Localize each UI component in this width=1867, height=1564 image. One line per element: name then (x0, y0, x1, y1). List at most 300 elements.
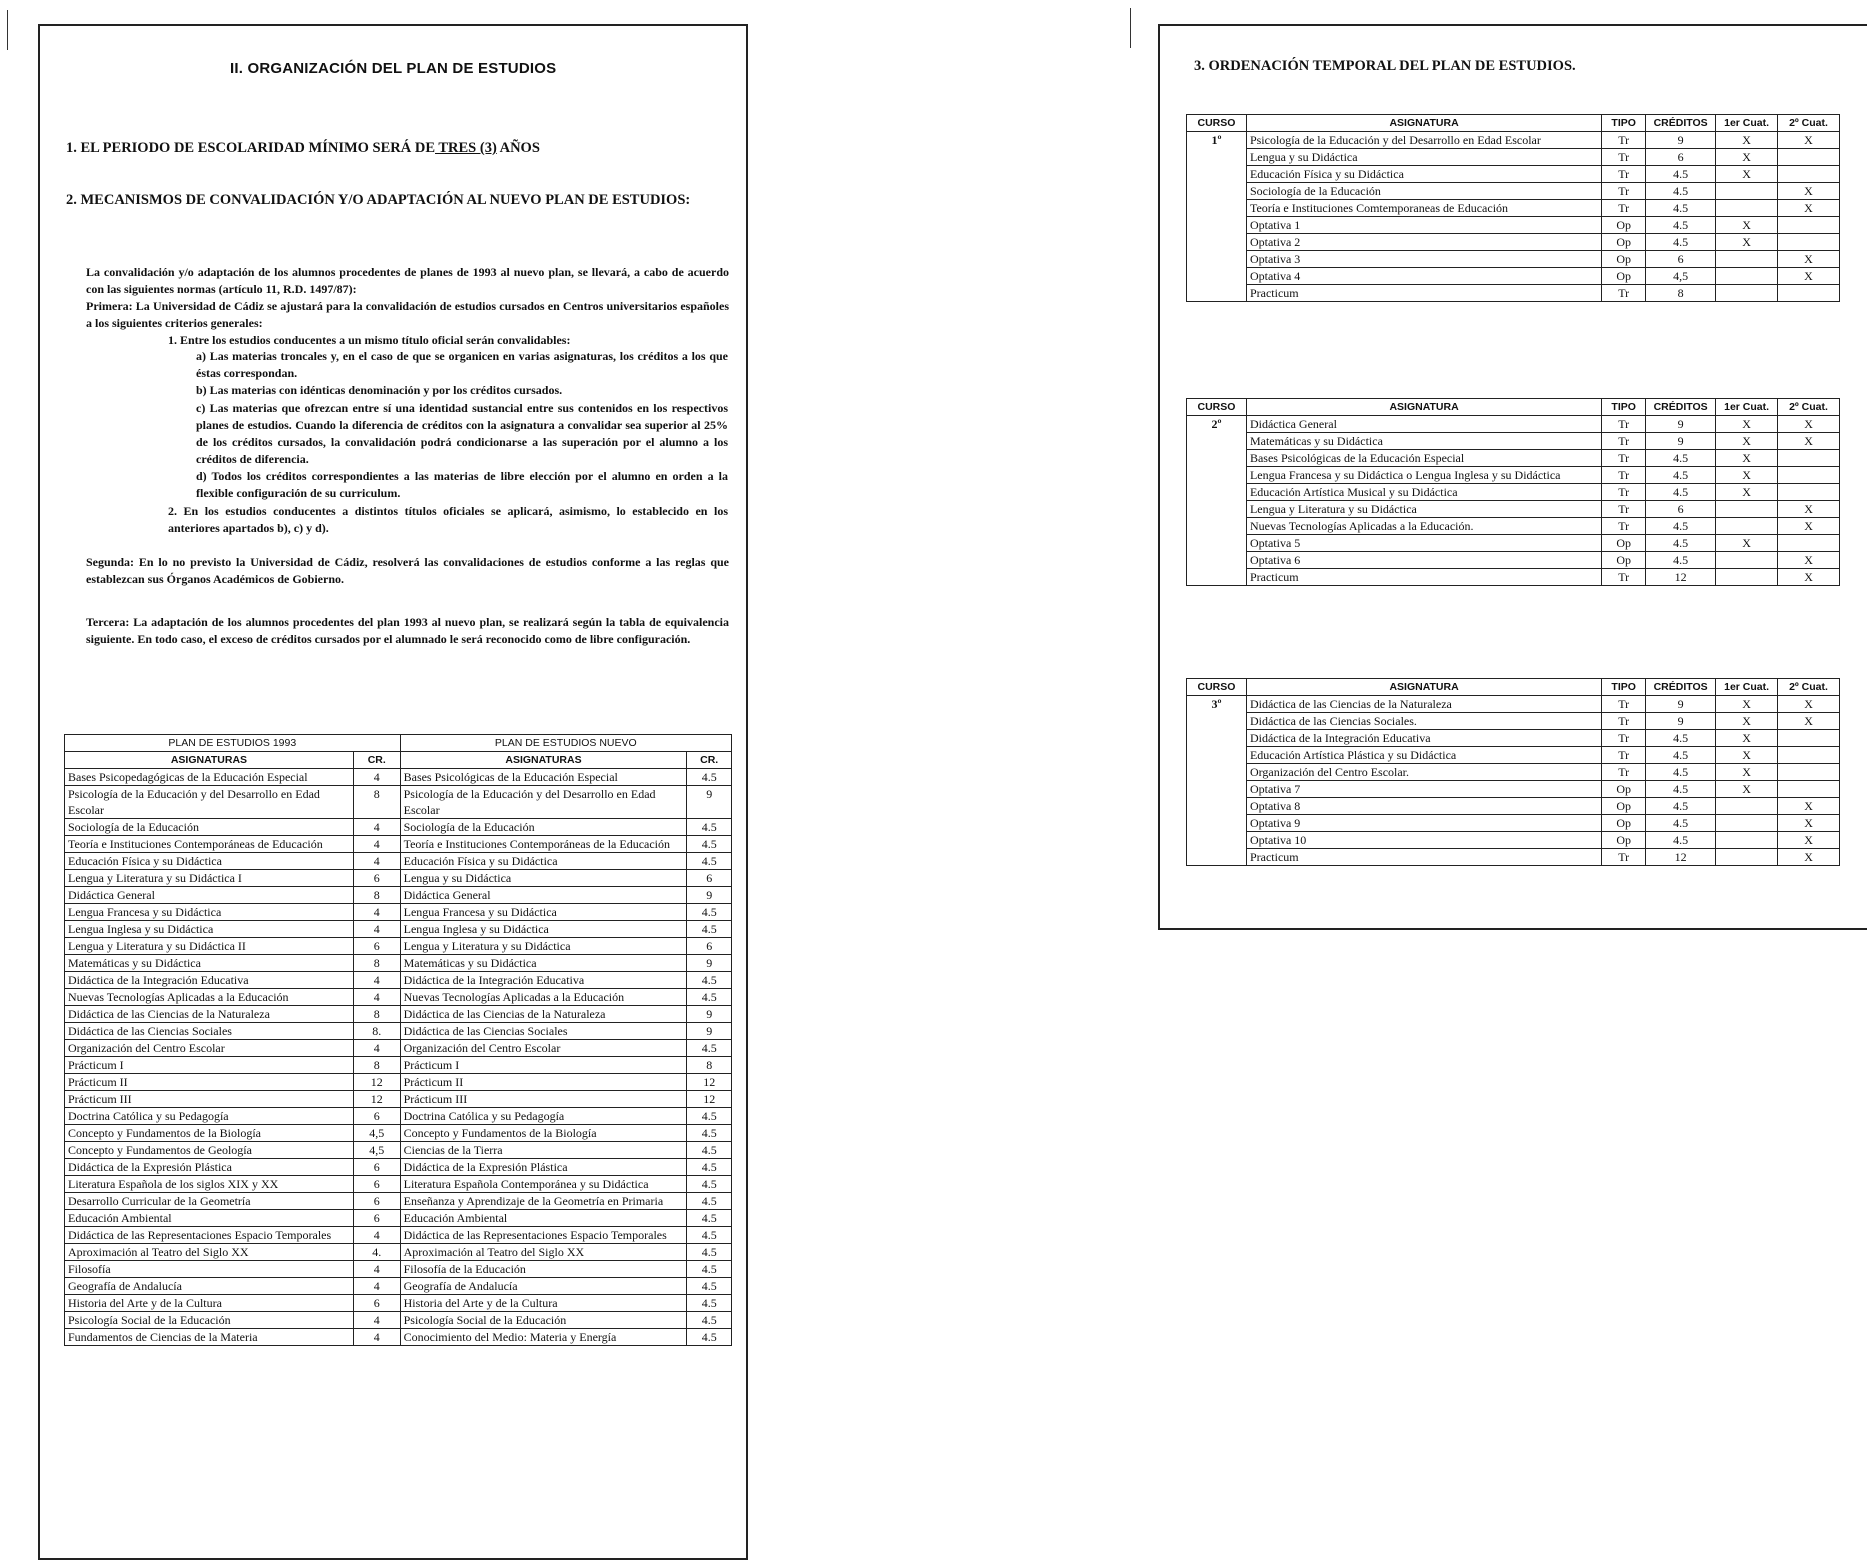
old-credits: 4,5 (353, 1142, 400, 1159)
new-subject: Didáctica General (400, 887, 687, 904)
old-subject: Lengua y Literatura y su Didáctica I (65, 870, 354, 887)
new-credits: 4.5 (687, 853, 732, 870)
table-row (1187, 535, 1840, 552)
table-row (65, 1278, 732, 1295)
cuat-1 (1716, 501, 1778, 518)
cuat-2: X (1778, 200, 1840, 217)
col-cr-old: CR. (353, 752, 400, 769)
header-cell: ASIGNATURA (1246, 115, 1601, 132)
new-subject: Filosofía de la Educación (400, 1261, 687, 1278)
cuat-2 (1778, 166, 1840, 183)
table-row (65, 1261, 732, 1278)
subject: Organización del Centro Escolar. (1246, 764, 1601, 781)
tipo: Tr (1602, 747, 1646, 764)
table-row (65, 1329, 732, 1346)
subject: Educación Física y su Didáctica (1246, 166, 1601, 183)
tipo: Op (1602, 832, 1646, 849)
section-title: II. ORGANIZACIÓN DEL PLAN DE ESTUDIOS (230, 60, 557, 77)
header-cell: 2º Cuat. (1778, 399, 1840, 416)
header-cell: TIPO (1602, 679, 1646, 696)
cuat-1 (1716, 268, 1778, 285)
subject: Bases Psicológicas de la Educación Especial (1246, 450, 1601, 467)
item-1b: b) Las materias con idénticas denominación y por los créditos cursados. (196, 383, 563, 397)
curso-table (1186, 398, 1840, 586)
table-row (65, 1057, 732, 1074)
creditos: 4.5 (1646, 217, 1716, 234)
table-row (65, 955, 732, 972)
header-cell: TIPO (1602, 399, 1646, 416)
subject: Optativa 10 (1246, 832, 1601, 849)
cuat-1 (1716, 569, 1778, 586)
new-credits: 6 (687, 870, 732, 887)
creditos: 9 (1646, 132, 1716, 149)
creditos: 4.5 (1646, 518, 1716, 535)
subject: Practicum (1246, 285, 1601, 302)
item-1a: a) Las materias troncales y, en el caso de que se organicen en varias asignaturas, los créditos a los que éstas correspondan. (196, 349, 728, 380)
tipo: Op (1602, 217, 1646, 234)
table-row (1187, 730, 1840, 747)
header-cell: CRÉDITOS (1646, 115, 1716, 132)
table-row (1187, 569, 1840, 586)
cuat-1: X (1716, 416, 1778, 433)
new-credits: 9 (687, 887, 732, 904)
table-row (65, 1193, 732, 1210)
cuat-2: X (1778, 832, 1840, 849)
header-cell: 2º Cuat. (1778, 115, 1840, 132)
subject: Sociología de la Educación (1246, 183, 1601, 200)
creditos: 8 (1646, 285, 1716, 302)
cuat-2: X (1778, 713, 1840, 730)
old-subject: Educación Física y su Didáctica (65, 853, 354, 870)
cuat-2 (1778, 781, 1840, 798)
table-row (1187, 815, 1840, 832)
creditos: 6 (1646, 149, 1716, 166)
right-page (1158, 24, 1867, 930)
cuat-2: X (1778, 433, 1840, 450)
new-credits: 4.5 (687, 1125, 732, 1142)
header-cell: 1er Cuat. (1716, 679, 1778, 696)
subject: Lengua y Literatura y su Didáctica (1246, 501, 1601, 518)
table-row (65, 938, 732, 955)
old-credits: 4. (353, 1244, 400, 1261)
subject: Optativa 8 (1246, 798, 1601, 815)
old-subject: Lengua Francesa y su Didáctica (65, 904, 354, 921)
cuat-1: X (1716, 217, 1778, 234)
new-credits: 4.5 (687, 1295, 732, 1312)
old-subject: Matemáticas y su Didáctica (65, 955, 354, 972)
creditos: 9 (1646, 433, 1716, 450)
subject: Nuevas Tecnologías Aplicadas a la Educación. (1246, 518, 1601, 535)
cuat-2: X (1778, 183, 1840, 200)
new-subject: Prácticum III (400, 1091, 687, 1108)
new-subject: Prácticum I (400, 1057, 687, 1074)
table-row (65, 887, 732, 904)
cuat-2 (1778, 730, 1840, 747)
cuat-2: X (1778, 501, 1840, 518)
header-cell: 1er Cuat. (1716, 399, 1778, 416)
cuat-2 (1778, 217, 1840, 234)
new-subject: Didáctica de las Representaciones Espacio Temporales (400, 1227, 687, 1244)
table-row (65, 1312, 732, 1329)
cuat-1: X (1716, 696, 1778, 713)
tipo: Op (1602, 268, 1646, 285)
cuat-1: X (1716, 747, 1778, 764)
table-row (65, 989, 732, 1006)
cuat-1 (1716, 815, 1778, 832)
tipo: Tr (1602, 484, 1646, 501)
new-credits: 4.5 (687, 1261, 732, 1278)
segunda-paragraph: Segunda: En lo no previsto la Universidad de Cádiz, resolverá las convalidaciones de estudios conforme a las reglas que establezcan sus Órganos Académicos de Gobierno. (86, 555, 729, 586)
creditos: 4.5 (1646, 730, 1716, 747)
new-credits: 4.5 (687, 1159, 732, 1176)
new-subject: Sociología de la Educación (400, 819, 687, 836)
new-credits: 4.5 (687, 836, 732, 853)
new-credits: 8 (687, 1057, 732, 1074)
cuat-2: X (1778, 251, 1840, 268)
creditos: 4.5 (1646, 764, 1716, 781)
tipo: Tr (1602, 569, 1646, 586)
tipo: Op (1602, 815, 1646, 832)
new-credits: 4.5 (687, 989, 732, 1006)
subject: Practicum (1246, 569, 1601, 586)
creditos: 9 (1646, 416, 1716, 433)
item-1d: d) Todos los créditos correspondientes a las materias de libre elección por el alumno en orden a la flexible configuración de su curriculum. (196, 469, 728, 500)
tipo: Op (1602, 251, 1646, 268)
new-credits: 4.5 (687, 1278, 732, 1295)
table-row (65, 1244, 732, 1261)
heading-escolaridad: 1. EL PERIODO DE ESCOLARIDAD MÍNIMO SERÁ DE TRES (3) AÑOS (66, 140, 540, 156)
cuat-1 (1716, 251, 1778, 268)
cuat-2 (1778, 467, 1840, 484)
table-row (65, 1006, 732, 1023)
tipo: Tr (1602, 764, 1646, 781)
creditos: 6 (1646, 251, 1716, 268)
new-credits: 4.5 (687, 819, 732, 836)
cuat-1: X (1716, 467, 1778, 484)
tipo: Tr (1602, 183, 1646, 200)
new-credits: 9 (687, 1023, 732, 1040)
old-credits: 4 (353, 836, 400, 853)
new-subject: Geografía de Andalucía (400, 1278, 687, 1295)
new-credits: 4.5 (687, 1108, 732, 1125)
subject: Optativa 6 (1246, 552, 1601, 569)
old-subject: Desarrollo Curricular de la Geometría (65, 1193, 354, 1210)
table-row (65, 1074, 732, 1091)
tipo: Tr (1602, 200, 1646, 217)
new-subject: Teoría e Instituciones Contemporáneas de la Educación (400, 836, 687, 853)
old-credits: 6 (353, 1176, 400, 1193)
cuat-2 (1778, 234, 1840, 251)
creditos: 4.5 (1646, 832, 1716, 849)
new-credits: 4.5 (687, 1040, 732, 1057)
crop-mark-left (7, 10, 8, 50)
subject: Optativa 9 (1246, 815, 1601, 832)
new-subject: Didáctica de las Ciencias Sociales (400, 1023, 687, 1040)
tipo: Tr (1602, 849, 1646, 866)
table-row (65, 1295, 732, 1312)
table-row (1187, 251, 1840, 268)
old-subject: Lengua Inglesa y su Didáctica (65, 921, 354, 938)
new-subject: Doctrina Católica y su Pedagogía (400, 1108, 687, 1125)
cuat-2: X (1778, 798, 1840, 815)
new-subject: Educación Ambiental (400, 1210, 687, 1227)
old-credits: 4 (353, 1312, 400, 1329)
table-row (1187, 166, 1840, 183)
subject: Didáctica de las Ciencias de la Naturaleza (1246, 696, 1601, 713)
cuat-1 (1716, 849, 1778, 866)
creditos: 9 (1646, 713, 1716, 730)
old-subject: Didáctica de las Ciencias de la Naturaleza (65, 1006, 354, 1023)
old-credits: 4 (353, 1329, 400, 1346)
old-subject: Prácticum I (65, 1057, 354, 1074)
old-subject: Historia del Arte y de la Cultura (65, 1295, 354, 1312)
primera-paragraph: Primera: La Universidad de Cádiz se ajustará para la convalidación de estudios cursados en Centros universitarios españoles a los siguientes criterios generales: (86, 299, 729, 330)
tipo: Tr (1602, 149, 1646, 166)
new-subject: Matemáticas y su Didáctica (400, 955, 687, 972)
item-1: 1. Entre los estudios conducentes a un mismo título oficial serán convalidables: (168, 333, 571, 347)
table-row (65, 1040, 732, 1057)
creditos: 9 (1646, 696, 1716, 713)
col-cr-new: CR. (687, 752, 732, 769)
table-row (65, 786, 732, 819)
item-2: 2. En los estudios conducentes a distintos títulos oficiales se aplicará, asimismo, lo establecido en los anteriores apartados b), c) y d). (168, 504, 728, 535)
table-row (1187, 552, 1840, 569)
subject: Educación Artística Musical y su Didáctica (1246, 484, 1601, 501)
curso-cell: 2º (1187, 416, 1247, 586)
old-credits: 8. (353, 1023, 400, 1040)
curso-table (1186, 114, 1840, 302)
new-subject: Literatura Española Contemporánea y su Didáctica (400, 1176, 687, 1193)
table-row (1187, 285, 1840, 302)
cuat-1 (1716, 183, 1778, 200)
table-row (65, 921, 732, 938)
new-subject: Lengua Francesa y su Didáctica (400, 904, 687, 921)
old-credits: 8 (353, 887, 400, 904)
table-row (1187, 149, 1840, 166)
cuat-1: X (1716, 234, 1778, 251)
new-credits: 4.5 (687, 1142, 732, 1159)
cuat-1: X (1716, 450, 1778, 467)
new-subject: Lengua y su Didáctica (400, 870, 687, 887)
new-subject: Organización del Centro Escolar (400, 1040, 687, 1057)
old-subject: Concepto y Fundamentos de Geología (65, 1142, 354, 1159)
new-subject: Concepto y Fundamentos de la Biología (400, 1125, 687, 1142)
old-credits: 6 (353, 1210, 400, 1227)
table-row (65, 1159, 732, 1176)
cuat-2 (1778, 764, 1840, 781)
subject: Optativa 5 (1246, 535, 1601, 552)
cuat-2 (1778, 484, 1840, 501)
new-subject: Lengua Inglesa y su Didáctica (400, 921, 687, 938)
tipo: Tr (1602, 285, 1646, 302)
cuat-1: X (1716, 149, 1778, 166)
header-cell: CURSO (1187, 399, 1247, 416)
old-subject: Concepto y Fundamentos de la Biología (65, 1125, 354, 1142)
new-subject: Lengua y Literatura y su Didáctica (400, 938, 687, 955)
crop-mark-right (1130, 8, 1131, 48)
header-cell: TIPO (1602, 115, 1646, 132)
cuat-2: X (1778, 815, 1840, 832)
creditos: 4.5 (1646, 183, 1716, 200)
tipo: Tr (1602, 433, 1646, 450)
old-subject: Sociología de la Educación (65, 819, 354, 836)
creditos: 4.5 (1646, 166, 1716, 183)
creditos: 4.5 (1646, 781, 1716, 798)
old-subject: Aproximación al Teatro del Siglo XX (65, 1244, 354, 1261)
old-credits: 12 (353, 1074, 400, 1091)
table-row (1187, 450, 1840, 467)
new-credits: 4.5 (687, 1227, 732, 1244)
new-credits: 9 (687, 1006, 732, 1023)
creditos: 4.5 (1646, 450, 1716, 467)
creditos: 4.5 (1646, 552, 1716, 569)
plan-1993-header: PLAN DE ESTUDIOS 1993 (65, 735, 401, 752)
old-credits: 4 (353, 1227, 400, 1244)
table-row (65, 1108, 732, 1125)
table-row (1187, 268, 1840, 285)
creditos: 4.5 (1646, 467, 1716, 484)
new-credits: 4.5 (687, 769, 732, 786)
new-subject: Aproximación al Teatro del Siglo XX (400, 1244, 687, 1261)
cuat-2: X (1778, 569, 1840, 586)
old-subject: Didáctica de la Integración Educativa (65, 972, 354, 989)
old-subject: Didáctica General (65, 887, 354, 904)
tipo: Tr (1602, 467, 1646, 484)
table-row (65, 1176, 732, 1193)
old-credits: 6 (353, 938, 400, 955)
curso-table (1186, 678, 1840, 866)
old-credits: 4 (353, 904, 400, 921)
table-row (65, 836, 732, 853)
table-row (1187, 501, 1840, 518)
intro-paragraph: La convalidación y/o adaptación de los alumnos procedentes de planes de 1993 al nuevo plan, se llevará, a cabo de acuerdo con las siguientes normas (artículo 11, R.D. 1497/87): (86, 265, 729, 296)
tipo: Op (1602, 234, 1646, 251)
old-credits: 6 (353, 1108, 400, 1125)
left-page (38, 24, 748, 1560)
new-credits: 9 (687, 955, 732, 972)
creditos: 4,5 (1646, 268, 1716, 285)
old-subject: Prácticum II (65, 1074, 354, 1091)
old-credits: 8 (353, 955, 400, 972)
cuat-2 (1778, 285, 1840, 302)
creditos: 4.5 (1646, 535, 1716, 552)
old-credits: 4 (353, 819, 400, 836)
subject: Optativa 4 (1246, 268, 1601, 285)
cuat-1: X (1716, 132, 1778, 149)
table-row (1187, 713, 1840, 730)
header-cell: ASIGNATURA (1246, 679, 1601, 696)
cuat-1 (1716, 798, 1778, 815)
cuat-1: X (1716, 166, 1778, 183)
cuat-1 (1716, 200, 1778, 217)
tipo: Tr (1602, 518, 1646, 535)
old-credits: 8 (353, 1006, 400, 1023)
old-subject: Teoría e Instituciones Contemporáneas de Educación (65, 836, 354, 853)
cuat-1: X (1716, 713, 1778, 730)
old-subject: Geografía de Andalucía (65, 1278, 354, 1295)
cuat-2: X (1778, 132, 1840, 149)
table-row (1187, 183, 1840, 200)
heading-convalidacion: 2. MECANISMOS DE CONVALIDACIÓN Y/O ADAPTACIÓN AL NUEVO PLAN DE ESTUDIOS: (66, 192, 691, 208)
table-row (1187, 217, 1840, 234)
old-credits: 4 (353, 989, 400, 1006)
subject: Optativa 1 (1246, 217, 1601, 234)
table-row (1187, 433, 1840, 450)
creditos: 12 (1646, 569, 1716, 586)
subject: Didáctica de las Ciencias Sociales. (1246, 713, 1601, 730)
new-credits: 6 (687, 938, 732, 955)
table-row (1187, 798, 1840, 815)
new-subject: Conocimiento del Medio: Materia y Energía (400, 1329, 687, 1346)
cuat-2: X (1778, 268, 1840, 285)
creditos: 4.5 (1646, 815, 1716, 832)
subject: Teoría e Instituciones Comtemporaneas de Educación (1246, 200, 1601, 217)
subject: Practicum (1246, 849, 1601, 866)
cuat-1 (1716, 552, 1778, 569)
old-credits: 6 (353, 870, 400, 887)
tipo: Op (1602, 798, 1646, 815)
old-credits: 4 (353, 769, 400, 786)
old-subject: Organización del Centro Escolar (65, 1040, 354, 1057)
new-credits: 4.5 (687, 972, 732, 989)
old-subject: Fundamentos de Ciencias de la Materia (65, 1329, 354, 1346)
cuat-1: X (1716, 433, 1778, 450)
curso-cell: 1º (1187, 132, 1247, 302)
header-cell: CURSO (1187, 115, 1247, 132)
creditos: 12 (1646, 849, 1716, 866)
new-subject: Historia del Arte y de la Cultura (400, 1295, 687, 1312)
new-subject: Educación Física y su Didáctica (400, 853, 687, 870)
table-row (65, 1023, 732, 1040)
new-credits: 4.5 (687, 1193, 732, 1210)
old-subject: Prácticum III (65, 1091, 354, 1108)
cuat-2: X (1778, 696, 1840, 713)
col-asignaturas-old: ASIGNATURAS (65, 752, 354, 769)
creditos: 4.5 (1646, 200, 1716, 217)
table-row (1187, 832, 1840, 849)
old-subject: Didáctica de la Expresión Plástica (65, 1159, 354, 1176)
new-subject: Didáctica de las Ciencias de la Naturaleza (400, 1006, 687, 1023)
old-credits: 12 (353, 1091, 400, 1108)
old-subject: Psicología Social de la Educación (65, 1312, 354, 1329)
table-row (1187, 132, 1840, 149)
table-row (65, 904, 732, 921)
table-row (1187, 234, 1840, 251)
new-subject: Prácticum II (400, 1074, 687, 1091)
plan-nuevo-header: PLAN DE ESTUDIOS NUEVO (400, 735, 731, 752)
cuat-2 (1778, 149, 1840, 166)
cuat-1: X (1716, 730, 1778, 747)
old-subject: Nuevas Tecnologías Aplicadas a la Educación (65, 989, 354, 1006)
new-credits: 12 (687, 1091, 732, 1108)
old-subject: Doctrina Católica y su Pedagogía (65, 1108, 354, 1125)
creditos: 4.5 (1646, 484, 1716, 501)
header-cell: ASIGNATURA (1246, 399, 1601, 416)
table-row (1187, 764, 1840, 781)
table-row (65, 853, 732, 870)
cuat-2 (1778, 450, 1840, 467)
table-row (65, 1125, 732, 1142)
new-credits: 4.5 (687, 921, 732, 938)
table-row (1187, 467, 1840, 484)
tipo: Tr (1602, 501, 1646, 518)
tipo: Tr (1602, 696, 1646, 713)
table-row (65, 1227, 732, 1244)
subject: Matemáticas y su Didáctica (1246, 433, 1601, 450)
new-subject: Enseñanza y Aprendizaje de la Geometría en Primaria (400, 1193, 687, 1210)
old-credits: 6 (353, 1159, 400, 1176)
new-credits: 4.5 (687, 904, 732, 921)
